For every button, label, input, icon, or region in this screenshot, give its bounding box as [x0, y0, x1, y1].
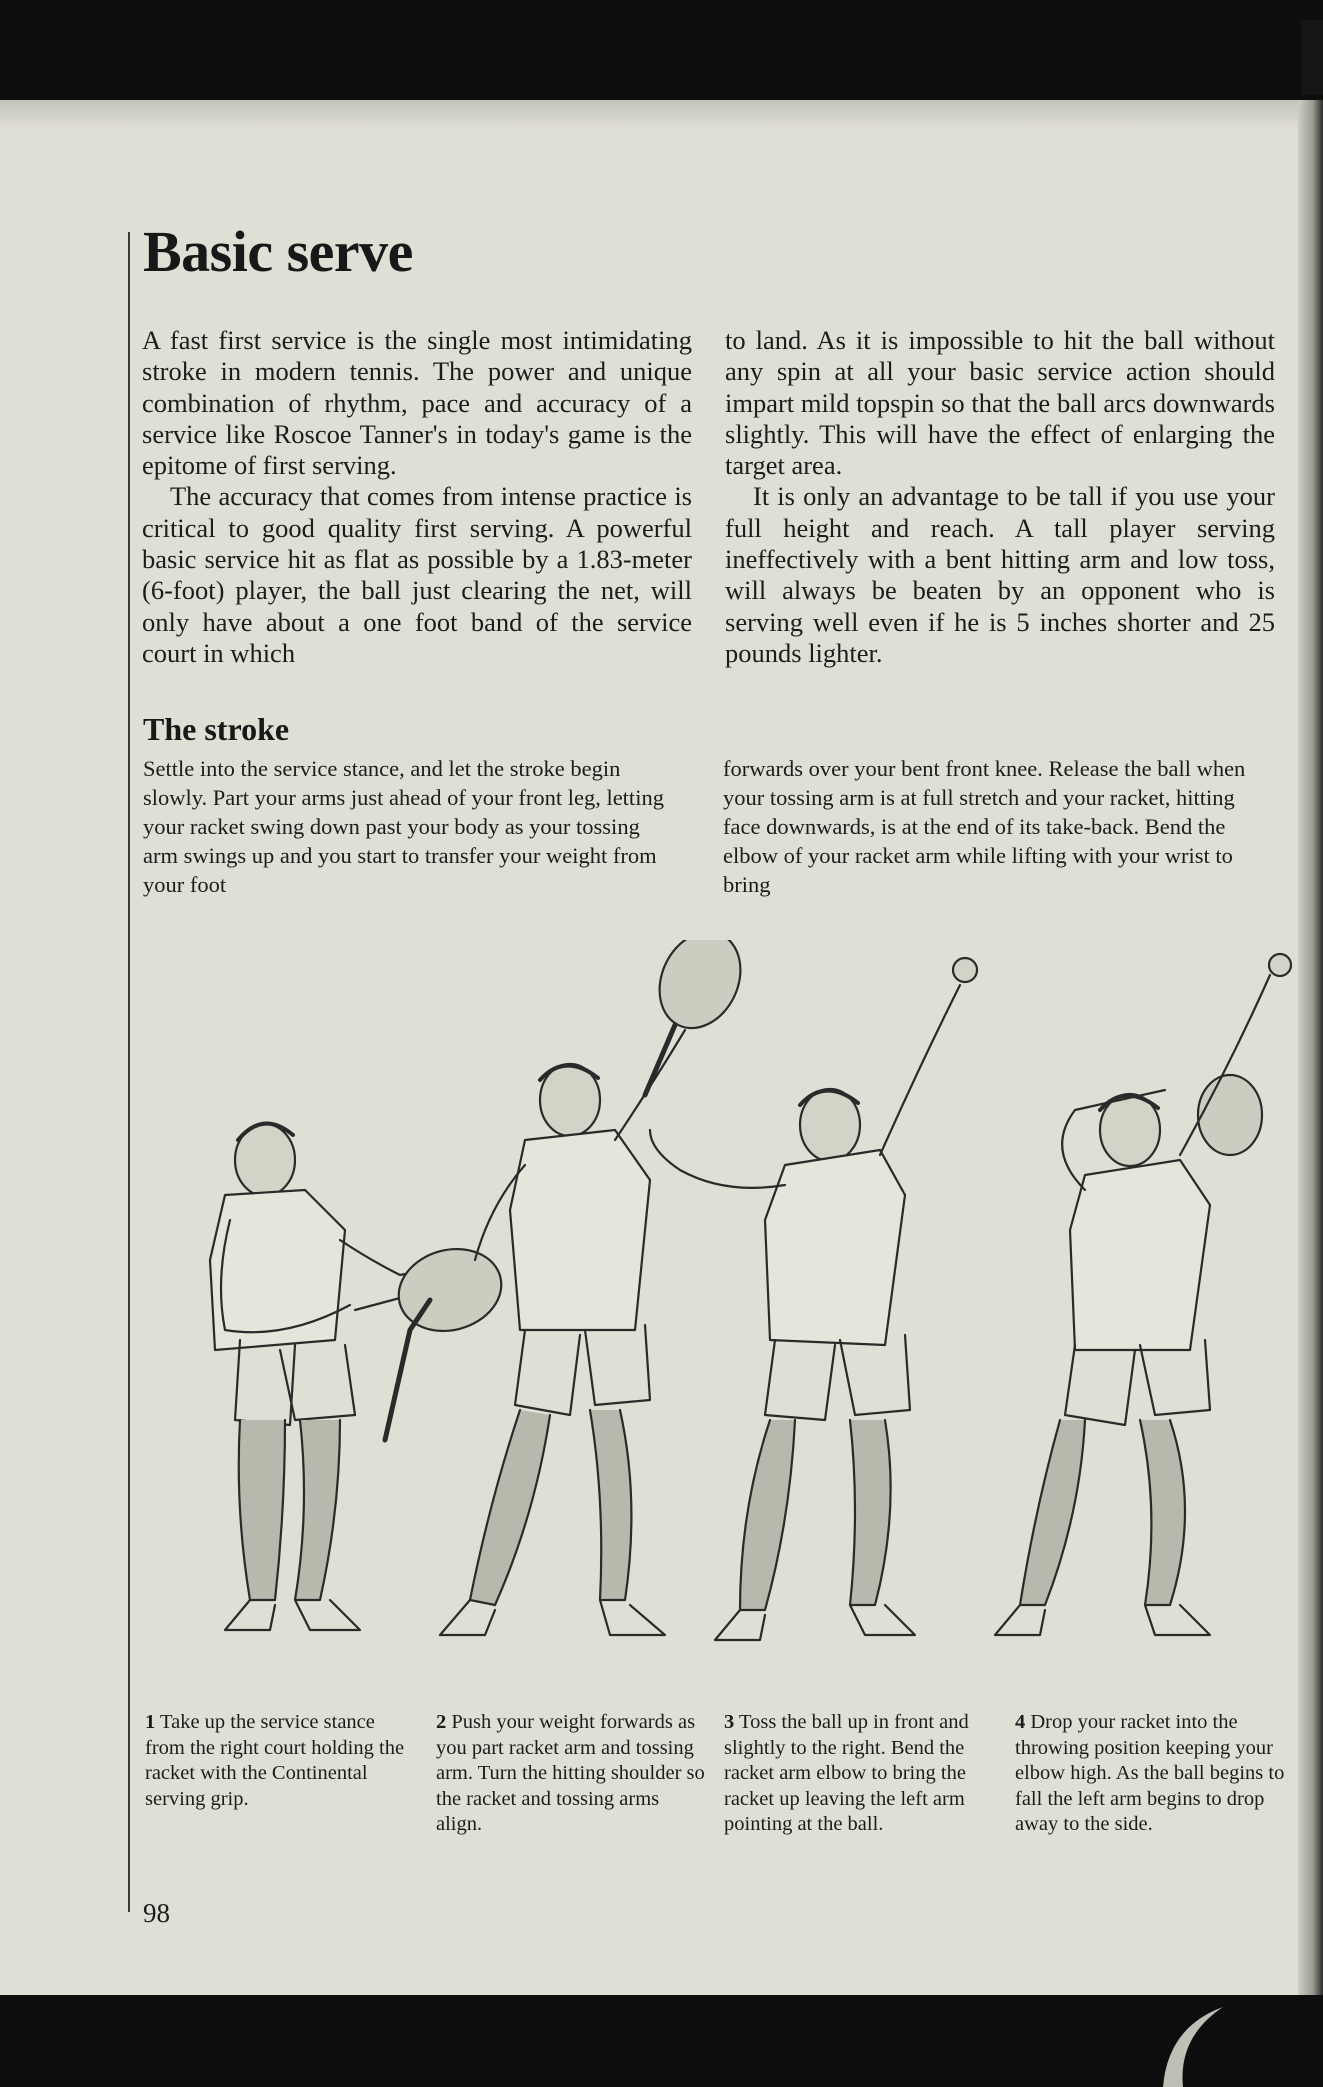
caption-number: 2: [436, 1711, 447, 1733]
serve-sequence-illustration: [130, 940, 1320, 1700]
intro-right-column: [725, 325, 1275, 669]
caption-text: Drop your racket into the throwing position keeping your elbow high. As the ball begins to fall the left arm begins to drop away to the side.: [1015, 1711, 1285, 1835]
caption-text: Push your weight forwards as you part racket arm and tossing arm. Turn the hitting shoulder so the racket and tossing arms align.: [436, 1711, 705, 1835]
caption-4: [1015, 1710, 1285, 1838]
intro-left-column: [142, 325, 692, 669]
caption-text: Take up the service stance from the right court holding the racket with the Continental serving grip.: [145, 1711, 405, 1810]
page-curl-shadow: [1123, 1992, 1263, 2087]
intro-paragraph: A fast first service is the single most intimidating stroke in modern tennis. The power and unique combination of rhythm, pace and accuracy of a service like Roscoe Tanner's in today's game is the epitome of first serving.: [142, 325, 692, 481]
caption-number: 1: [145, 1711, 156, 1733]
caption-1: [145, 1710, 415, 1812]
stroke-text-left: Settle into the service stance, and let the stroke begin slowly. Part your arms just ahead of your front leg, letting your racket swing down past your body as your tossing arm swings up and you start to transfer your weight from your foot: [143, 756, 664, 897]
player-figure-1: [210, 1124, 511, 1630]
player-figure-3: [650, 958, 977, 1640]
intro-paragraph: The accuracy that comes from intense practice is critical to good quality first serving. A powerful basic service hit as flat as possible by a 1.83-meter (6-foot) player, the ball just clearing the net, will only have about a one foot band of the service court in which: [142, 481, 692, 668]
caption-text: Toss the ball up in front and slightly to the right. Bend the racket arm elbow to bring the racket up leaving the left arm pointing at the ball.: [724, 1711, 969, 1835]
caption-2: [436, 1710, 706, 1838]
caption-3: [724, 1710, 994, 1838]
page-top-shadow: [0, 100, 1298, 130]
book-spine-edge: [1301, 20, 1323, 95]
stroke-subheading: The stroke: [143, 711, 290, 747]
caption-number: 4: [1015, 1711, 1026, 1733]
stroke-text-right: forwards over your bent front knee. Release the ball when your tossing arm is at full stretch and your racket, hitting face downwards, is at the end of its take-back. Bend the elbow of your racket arm while lifting with your wrist to bring: [723, 756, 1246, 897]
player-figure-4: [995, 954, 1291, 1635]
intro-paragraph: to land. As it is impossible to hit the ball without any spin at all your basic service action should impart mild topspin so that the ball arcs downwards slightly. This will have the effect of enlarging the target area.: [725, 325, 1275, 481]
page-heading: Basic serve: [143, 219, 413, 284]
intro-paragraph: It is only an advantage to be tall if you use your full height and reach. A tall player serving ineffectively with a bent hitting arm and low toss, will always be beaten by an opponent who is serving well even if he is 5 inches shorter and 25 pounds lighter.: [725, 481, 1275, 668]
page-number: 98: [143, 1898, 170, 1928]
caption-number: 3: [724, 1711, 735, 1733]
